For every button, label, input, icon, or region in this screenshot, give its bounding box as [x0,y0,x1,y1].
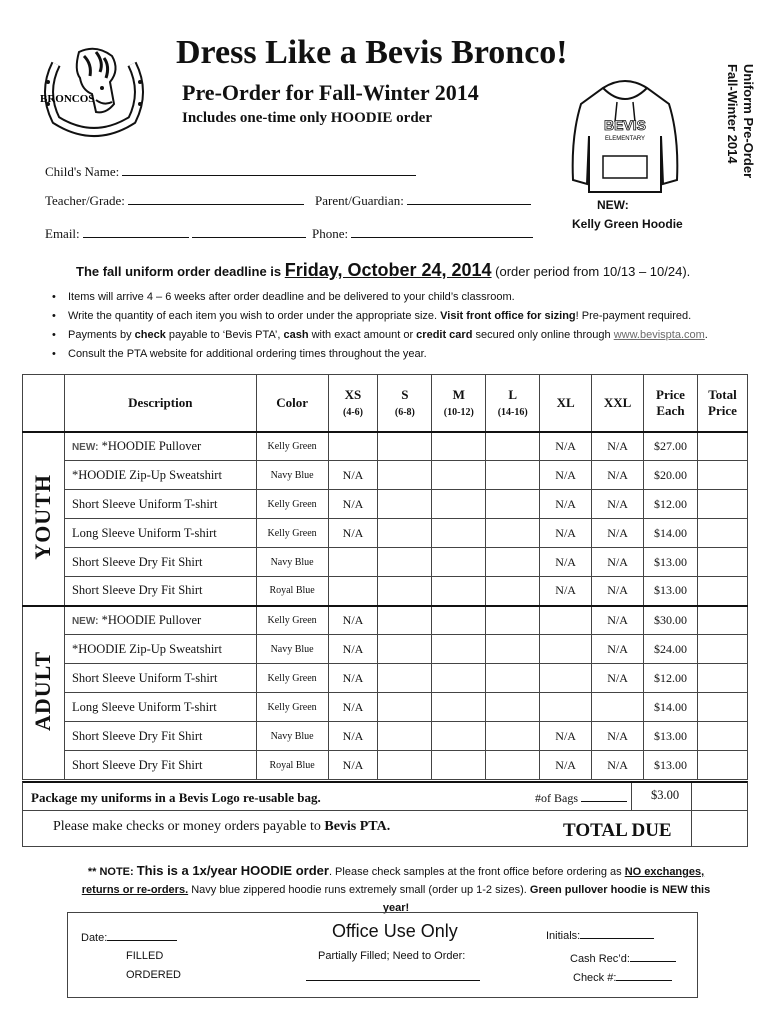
header-color: Color [256,375,328,432]
qty-xl-cell: N/A [540,722,592,751]
item-description: Short Sleeve Uniform T-shirt [64,664,256,693]
qty-xs-cell[interactable] [328,548,378,577]
qty-m-cell[interactable] [432,635,486,664]
page-subtitle: Pre-Order for Fall-Winter 2014 [182,80,479,105]
phone-field[interactable]: Phone: [312,226,533,242]
qty-s-cell[interactable] [378,461,432,490]
qty-s-cell[interactable] [378,722,432,751]
header-xl: XL [540,375,592,432]
qty-l-cell[interactable] [486,519,540,548]
item-color: Kelly Green [256,490,328,519]
teacher-grade-field[interactable]: Teacher/Grade: [45,193,304,209]
qty-xl-cell[interactable] [540,664,592,693]
office-check[interactable]: Check #: [573,969,672,984]
header-description: Description [64,375,256,432]
bag-price: $3.00 [651,788,680,802]
qty-s-cell[interactable] [378,635,432,664]
item-color: Royal Blue [256,751,328,780]
header-l: L (14-16) [486,375,540,432]
office-initials[interactable]: Initials: [546,927,654,942]
qty-xxl-cell: N/A [592,519,644,548]
partial-line[interactable] [306,969,480,984]
qty-m-cell[interactable] [432,490,486,519]
price-each: $13.00 [644,722,698,751]
list-item: • Consult the PTA website for additional ordering times throughout the year. [50,347,708,366]
price-each: $13.00 [644,751,698,780]
office-ordered: ORDERED [126,969,182,981]
item-description: NEW: *HOODIE Pullover [64,432,256,461]
total-price-cell[interactable] [697,432,747,461]
item-description: Short Sleeve Dry Fit Shirt [64,548,256,577]
item-color: Kelly Green [256,693,328,722]
list-item: • Write the quantity of each item you wish to order under the appropriate size. Visit front office for sizing! Pre-payment required. [50,309,708,328]
price-each: $30.00 [644,606,698,635]
qty-xs-cell[interactable] [328,577,378,606]
total-due-label: TOTAL DUE [563,820,672,841]
qty-xxl-cell: N/A [592,722,644,751]
item-description: *HOODIE Zip-Up Sweatshirt [64,461,256,490]
qty-l-cell[interactable] [486,548,540,577]
qty-xl-cell: N/A [540,751,592,780]
total-price-cell[interactable] [697,548,747,577]
side-label [724,64,756,178]
office-filled: FILLED [126,950,164,962]
item-description: Short Sleeve Uniform T-shirt [64,490,256,519]
qty-m-cell[interactable] [432,751,486,780]
office-title: Office Use Only [332,921,458,941]
table-row [23,577,748,606]
logo-text: BRONCOS [40,93,95,105]
package-section [22,781,748,847]
bronco-logo [34,42,154,142]
table-row [23,635,748,664]
qty-xl-cell: N/A [540,519,592,548]
price-each: $12.00 [644,664,698,693]
item-color: Royal Blue [256,577,328,606]
qty-m-cell[interactable] [432,693,486,722]
qty-l-cell[interactable] [486,606,540,635]
qty-xxl-cell: N/A [592,751,644,780]
item-color: Navy Blue [256,461,328,490]
qty-s-cell[interactable] [378,519,432,548]
office-date[interactable]: Date: [81,929,177,944]
qty-xxl-cell: N/A [592,577,644,606]
new-item-label: Kelly Green Hoodie [572,217,683,231]
qty-xl-cell: N/A [540,461,592,490]
total-price-cell[interactable] [697,693,747,722]
price-each: $14.00 [644,693,698,722]
item-description: Long Sleeve Uniform T-shirt [64,693,256,722]
item-description: Short Sleeve Dry Fit Shirt [64,751,256,780]
header-m: M (10-12) [432,375,486,432]
qty-l-cell[interactable] [486,693,540,722]
youth-group-label: YOUTH [23,432,65,606]
qty-xxl-cell: N/A [592,664,644,693]
item-description: *HOODIE Zip-Up Sweatshirt [64,635,256,664]
item-color: Kelly Green [256,606,328,635]
qty-s-cell[interactable] [378,577,432,606]
header-s: S (6-8) [378,375,432,432]
total-price-cell[interactable] [697,606,747,635]
hoodie-illustration [565,76,685,196]
list-item: • Items will arrive 4 – 6 weeks after order deadline and be delivered to your child’s classroom. [50,290,708,309]
price-each: $27.00 [644,432,698,461]
table-row [23,432,748,461]
qty-l-cell[interactable] [486,432,540,461]
qty-xxl-cell: N/A [592,548,644,577]
table-row [23,664,748,693]
office-partial: Partially Filled; Need to Order: [318,950,466,962]
qty-xs-cell[interactable] [328,432,378,461]
header-total-price: Total Price [697,375,747,432]
total-price-cell[interactable] [697,490,747,519]
total-price-cell[interactable] [697,751,747,780]
table-row [23,519,748,548]
office-cash[interactable]: Cash Rec’d: [570,950,676,965]
email-field[interactable]: Email: [45,226,306,242]
qty-xxl-cell: N/A [592,490,644,519]
table-row [23,606,748,635]
order-table [22,374,748,780]
table-row [23,548,748,577]
table-row [23,461,748,490]
qty-m-cell[interactable] [432,577,486,606]
qty-xs-cell: N/A [328,635,378,664]
deadline-line: The fall uniform order deadline is Friday, October 24, 2014 (order period from 10/13 – 10/24). [76,260,691,280]
checks-payable: Please make checks or money orders payable to Bevis PTA. [53,819,391,834]
qty-xl-cell: N/A [540,577,592,606]
qty-m-cell[interactable] [432,461,486,490]
qty-m-cell[interactable] [432,606,486,635]
qty-s-cell[interactable] [378,693,432,722]
package-label: Package my uniforms in a Bevis Logo re-usable bag. [31,790,321,805]
total-price-cell[interactable] [697,722,747,751]
qty-l-cell[interactable] [486,490,540,519]
child-name-field[interactable]: Child's Name: [45,164,416,180]
office-use-box [67,912,698,998]
qty-xxl-cell: N/A [592,432,644,461]
price-each: $14.00 [644,519,698,548]
list-item: • Payments by check payable to ‘Bevis PTA’, cash with exact amount or credit card secured only online through www.bevispta.com. [50,328,708,347]
qty-xxl-cell[interactable] [592,693,644,722]
parent-guardian-field[interactable]: Parent/Guardian: [315,193,531,209]
qty-s-cell[interactable] [378,490,432,519]
bags-field[interactable]: #of Bags [535,790,627,806]
header-price-each: Price Each [644,375,698,432]
page-title: Dress Like a Bevis Bronco! [176,34,568,71]
hoodie-text-bevis: BEVIS [603,117,647,133]
header-xxl: XXL [592,375,644,432]
qty-xl-cell: N/A [540,432,592,461]
qty-xs-cell: N/A [328,490,378,519]
item-color: Navy Blue [256,548,328,577]
item-color: Kelly Green [256,519,328,548]
hoodie-text-elementary: ELEMENTARY [604,136,646,142]
qty-xl-cell: N/A [540,548,592,577]
header-xs: XS (4-6) [328,375,378,432]
qty-l-cell[interactable] [486,635,540,664]
qty-m-cell[interactable] [432,548,486,577]
total-price-cell[interactable] [697,577,747,606]
total-price-cell[interactable] [697,635,747,664]
qty-xl-cell[interactable] [540,693,592,722]
price-each: $24.00 [644,635,698,664]
item-color: Navy Blue [256,635,328,664]
item-color: Kelly Green [256,432,328,461]
new-label: NEW: [597,198,629,212]
total-price-cell[interactable] [697,519,747,548]
qty-xs-cell: N/A [328,664,378,693]
qty-l-cell[interactable] [486,722,540,751]
qty-xl-cell: N/A [540,490,592,519]
qty-s-cell[interactable] [378,751,432,780]
qty-s-cell[interactable] [378,664,432,693]
qty-xl-cell[interactable] [540,635,592,664]
price-each: $20.00 [644,461,698,490]
table-row [23,490,748,519]
table-header-row [23,375,748,432]
qty-l-cell[interactable] [486,577,540,606]
total-price-cell[interactable] [697,664,747,693]
item-description: Short Sleeve Dry Fit Shirt [64,722,256,751]
qty-xs-cell: N/A [328,519,378,548]
qty-xs-cell: N/A [328,751,378,780]
qty-l-cell[interactable] [486,664,540,693]
qty-xl-cell[interactable] [540,606,592,635]
price-each: $12.00 [644,490,698,519]
qty-m-cell[interactable] [432,664,486,693]
qty-s-cell[interactable] [378,606,432,635]
side-label-1: Uniform Pre-Order [741,64,756,179]
price-each: $13.00 [644,548,698,577]
side-label-2: Fall-Winter 2014 [725,64,740,164]
qty-m-cell[interactable] [432,722,486,751]
qty-xxl-cell: N/A [592,606,644,635]
deadline-date: Friday, October 24, 2014 [284,260,492,280]
qty-m-cell[interactable] [432,519,486,548]
pta-website-link[interactable]: www.bevispta.com [613,329,705,341]
qty-xs-cell: N/A [328,693,378,722]
qty-s-cell[interactable] [378,432,432,461]
table-row [23,751,748,780]
qty-xxl-cell: N/A [592,461,644,490]
item-color: Navy Blue [256,722,328,751]
item-color: Kelly Green [256,664,328,693]
item-description: NEW: *HOODIE Pullover [64,606,256,635]
qty-m-cell[interactable] [432,432,486,461]
hoodie-order-note: ** NOTE: This is a 1x/year HOODIE order. Please check samples at the front office before ordering as NO exchanges, returns or re-orders. Navy blue zippered hoodie runs extremely small (order up 1-2 sizes). Green pullover hoodie is NEW this year! [81,863,711,914]
qty-xs-cell: N/A [328,606,378,635]
hoodie-note: Includes one-time only HOODIE order [182,110,432,126]
qty-l-cell[interactable] [486,751,540,780]
instructions-list [50,290,708,366]
item-description: Long Sleeve Uniform T-shirt [64,519,256,548]
item-description: Short Sleeve Dry Fit Shirt [64,577,256,606]
table-row [23,693,748,722]
price-each: $13.00 [644,577,698,606]
table-row [23,722,748,751]
qty-xs-cell: N/A [328,461,378,490]
qty-xxl-cell: N/A [592,635,644,664]
total-price-cell[interactable] [697,461,747,490]
qty-s-cell[interactable] [378,548,432,577]
qty-xs-cell: N/A [328,722,378,751]
qty-l-cell[interactable] [486,461,540,490]
adult-group-label: ADULT [23,606,65,780]
